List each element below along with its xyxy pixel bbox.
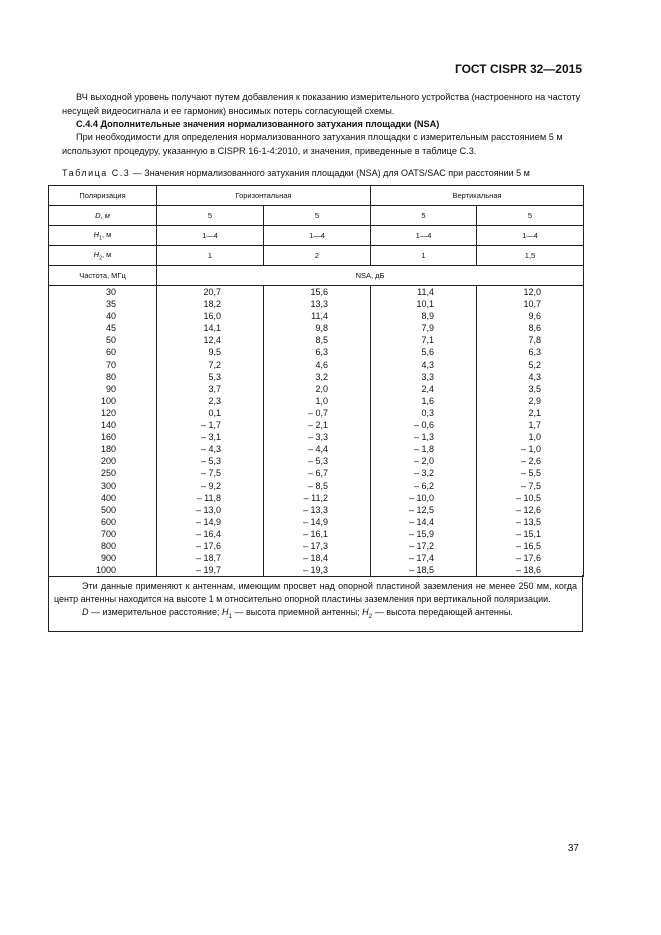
nsa-cell: 2,1 [528,407,542,418]
frequency-cell: 600 [100,516,116,527]
nsa-cell: – 7,5 [200,468,221,479]
nsa-cell: – 7,5 [520,480,542,491]
frequency-cell: 300 [100,480,116,491]
nsa-cell: 0,1 [208,407,221,418]
nsa-cell: 11,4 [311,311,329,322]
nsa-cell: – 17,4 [408,553,435,564]
frequency-cell: 900 [100,553,116,564]
table-caption-text: — Значения нормализованного затухания площадки (NSA) для OATS/SAC при расстоянии 5 м [130,168,530,178]
nsa-cell: 4,3 [528,371,542,382]
frequency-cell: 120 [100,407,116,418]
nsa-cell: – 19,7 [195,565,221,576]
paragraph-procedure: При необходимости для определения нормализованного затухания площадки с измерительным расстоянием 5 м используют процедуру, указанную в CISPR 16-1-4:2010, и значения, приведенные в таблице С.3. [62,132,563,156]
frequency-cell: 90 [105,383,116,394]
nsa-cell: – 1,7 [200,420,221,431]
frequency-cell: 40 [105,311,116,322]
header-row-polarization [49,186,584,206]
nsa-cell: – 10,0 [408,492,435,503]
note-applicability: Эти данные применяют к антеннам, имеющим просвет над опорной пластиной заземления не менее 250 мм, когда центр антенны находится на высоте 1 м относительно опорной пластины заземления при вертикальной поляризации. [54,581,577,604]
nsa-cell: – 13,3 [302,504,329,515]
nsa-cell: 10,7 [523,299,542,310]
nsa-cell: 11,4 [417,287,435,297]
nsa-cell: 20,7 [203,287,221,297]
nsa-cell: – 14,4 [408,516,435,527]
frequency-cell: 800 [100,540,116,551]
nsa-cell: – 6,2 [413,480,435,491]
nsa-cell: 8,6 [528,323,542,334]
nsa-cell: – 5,3 [307,456,329,467]
d-value: 5 [157,206,264,226]
h2-value: 1 [371,246,477,266]
nsa-cell: 2,3 [208,395,221,406]
nsa-cell: 2,4 [421,383,435,394]
nsa-cell: 12,4 [203,335,221,346]
horizontal-h2-column [264,286,371,577]
frequency-cell: 250 [100,468,116,479]
nsa-cell: – 11,8 [196,492,221,503]
nsa-cell: – 13,5 [515,516,542,527]
nsa-cell: – 18,6 [515,565,542,576]
nsa-cell: – 3,1 [200,432,221,443]
nsa-cell: 18,2 [203,299,221,310]
nsa-cell: – 15,9 [408,528,435,539]
nsa-cell: – 17,2 [408,540,435,551]
nsa-cell: 16,0 [203,311,221,322]
data-row [49,286,584,577]
nsa-cell: 1,6 [421,395,435,406]
frequency-cell: 45 [105,323,116,334]
nsa-cell: – 18,4 [302,553,329,564]
frequency-cell: 400 [100,492,116,503]
nsa-cell: – 14,9 [302,516,329,527]
nsa-cell: 4,6 [315,359,329,370]
h1-value: 1—4 [371,226,477,246]
frequency-cell: 80 [105,371,116,382]
nsa-cell: – 4,3 [200,444,221,455]
frequency-cell: 30 [105,287,116,297]
frequency-cell: 1000 [95,565,116,576]
h1-value: 1—4 [264,226,371,246]
nsa-cell: – 6,7 [307,468,329,479]
nsa-cell: – 12,6 [515,504,542,515]
frequency-cell: 180 [100,444,116,455]
vertical-label: Вертикальная [371,186,584,206]
table-caption [62,168,530,178]
nsa-cell: 1,0 [315,395,329,406]
nsa-cell: 1,7 [528,420,542,431]
h2-value: 1 [157,246,264,266]
nsa-cell: 9,8 [315,323,329,334]
table-caption-prefix: Таблица С.3 [62,168,131,178]
frequency-cell: 50 [105,335,116,346]
nsa-cell: – 2,0 [413,456,435,467]
nsa-cell: – 18,5 [408,565,435,576]
note-symbols: D — измерительное расстояние; $H_1$ — высота приемной антенны; $H_2$ — высота передающей антенны. [82,607,513,620]
nsa-cell: – 18,7 [195,553,221,564]
frequency-cell: 160 [100,432,116,443]
nsa-cell: – 11,2 [303,492,329,503]
nsa-cell: 5,2 [528,359,542,370]
nsa-cell: 7,9 [421,323,435,334]
d-label: D, м [49,206,157,226]
paragraph-rf-level: ВЧ выходной уровень получают путем добавления к показанию измерительного устройства (настроенного на частоту несущей видеосигнала и ее гармоник) вносимых потерь согласующей схемы. [62,92,581,116]
nsa-cell: 3,7 [208,383,221,394]
frequency-cell: 35 [105,299,116,310]
nsa-cell: 2,9 [528,395,542,406]
frequency-cell: 500 [100,504,116,515]
nsa-cell: – 17,6 [195,540,221,551]
nsa-cell: – 10,5 [515,492,542,503]
nsa-cell: – 16,5 [515,540,542,551]
header-row-h2 [49,246,584,266]
nsa-cell: – 19,3 [302,565,329,576]
nsa-cell: 5,6 [421,347,435,358]
nsa-cell: – 0,6 [413,420,435,431]
nsa-cell: – 1,8 [413,444,435,455]
horizontal-label: Горизонтальная [157,186,371,206]
vertical-h2-column [477,286,584,577]
nsa-cell: 15,6 [310,287,329,297]
frequency-cell: 140 [100,420,116,431]
header-row-h1 [49,226,584,246]
nsa-cell: 2,0 [315,383,329,394]
nsa-cell: – 1,3 [413,432,435,443]
h1-label: $H_1$, м [49,226,157,246]
nsa-cell: – 1,0 [520,444,542,455]
nsa-cell: 3,5 [528,383,542,394]
horizontal-h1-column [157,286,264,577]
nsa-cell: 7,8 [528,335,542,346]
nsa-cell: – 13,0 [195,504,221,515]
nsa-cell: – 2,6 [520,456,542,467]
nsa-cell: – 3,2 [413,468,435,479]
section-title: С.4.4 Дополнительные значения нормализованного затухания площадки (NSA) [76,119,440,129]
nsa-cell: – 16,1 [302,528,329,539]
frequency-cell: 60 [105,347,116,358]
nsa-label: NSA, дБ [157,266,584,286]
h2-label: $H_2$, м [49,246,157,266]
nsa-cell: 6,3 [315,347,329,358]
nsa-cell: – 12,5 [408,504,435,515]
h1-value: 1—4 [477,226,584,246]
nsa-cell: – 14,9 [195,516,221,527]
nsa-cell: 7,1 [421,335,435,346]
nsa-cell: 9,6 [528,311,542,322]
nsa-cell: 7,2 [208,359,221,370]
nsa-cell: – 0,7 [307,407,329,418]
nsa-cell: 10,1 [416,299,435,310]
nsa-cell: 14,1 [203,323,221,334]
nsa-cell: 5,3 [208,371,221,382]
nsa-cell: – 9,2 [200,480,221,491]
frequency-column [49,286,157,577]
nsa-table [48,185,584,577]
nsa-cell: 6,3 [528,347,542,358]
h2-value: 2 [264,246,371,266]
d-value: 5 [371,206,477,226]
nsa-cell: – 2,1 [307,420,329,431]
nsa-cell: 12,0 [523,287,542,297]
frequency-cell: 100 [100,395,116,406]
nsa-cell: 4,3 [421,359,435,370]
d-value: 5 [477,206,584,226]
nsa-cell: – 17,3 [302,540,329,551]
header-row-units [49,266,584,286]
nsa-cell: – 17,6 [515,553,542,564]
polarization-label: Поляризация [49,186,157,206]
frequency-cell: 700 [100,528,116,539]
nsa-cell: 9,5 [208,347,221,358]
nsa-cell: 3,3 [421,371,435,382]
d-value: 5 [264,206,371,226]
frequency-cell: 70 [105,359,116,370]
frequency-cell: 200 [100,456,116,467]
nsa-cell: – 5,3 [200,456,221,467]
nsa-cell: – 5,5 [520,468,542,479]
nsa-cell: 13,3 [310,299,329,310]
nsa-cell: 0,3 [421,407,435,418]
nsa-cell: 8,5 [315,335,329,346]
h2-value: 1,5 [477,246,584,266]
document-header: ГОСТ CISPR 32—2015 [454,62,582,76]
h1-value: 1—4 [157,226,264,246]
frequency-label: Частота, МГц [49,266,157,286]
table-note [48,575,583,632]
page-number: 37 [567,843,579,854]
nsa-cell: – 3,3 [307,432,329,443]
nsa-cell: 3,2 [315,371,329,382]
nsa-cell: 8,9 [421,311,435,322]
nsa-cell: 1,0 [528,432,542,443]
nsa-cell: – 15,1 [515,528,542,539]
vertical-h1-column [371,286,477,577]
nsa-cell: – 4,4 [307,444,329,455]
nsa-cell: – 8,5 [307,480,329,491]
header-row-d [49,206,584,226]
nsa-cell: – 16,4 [195,528,221,539]
